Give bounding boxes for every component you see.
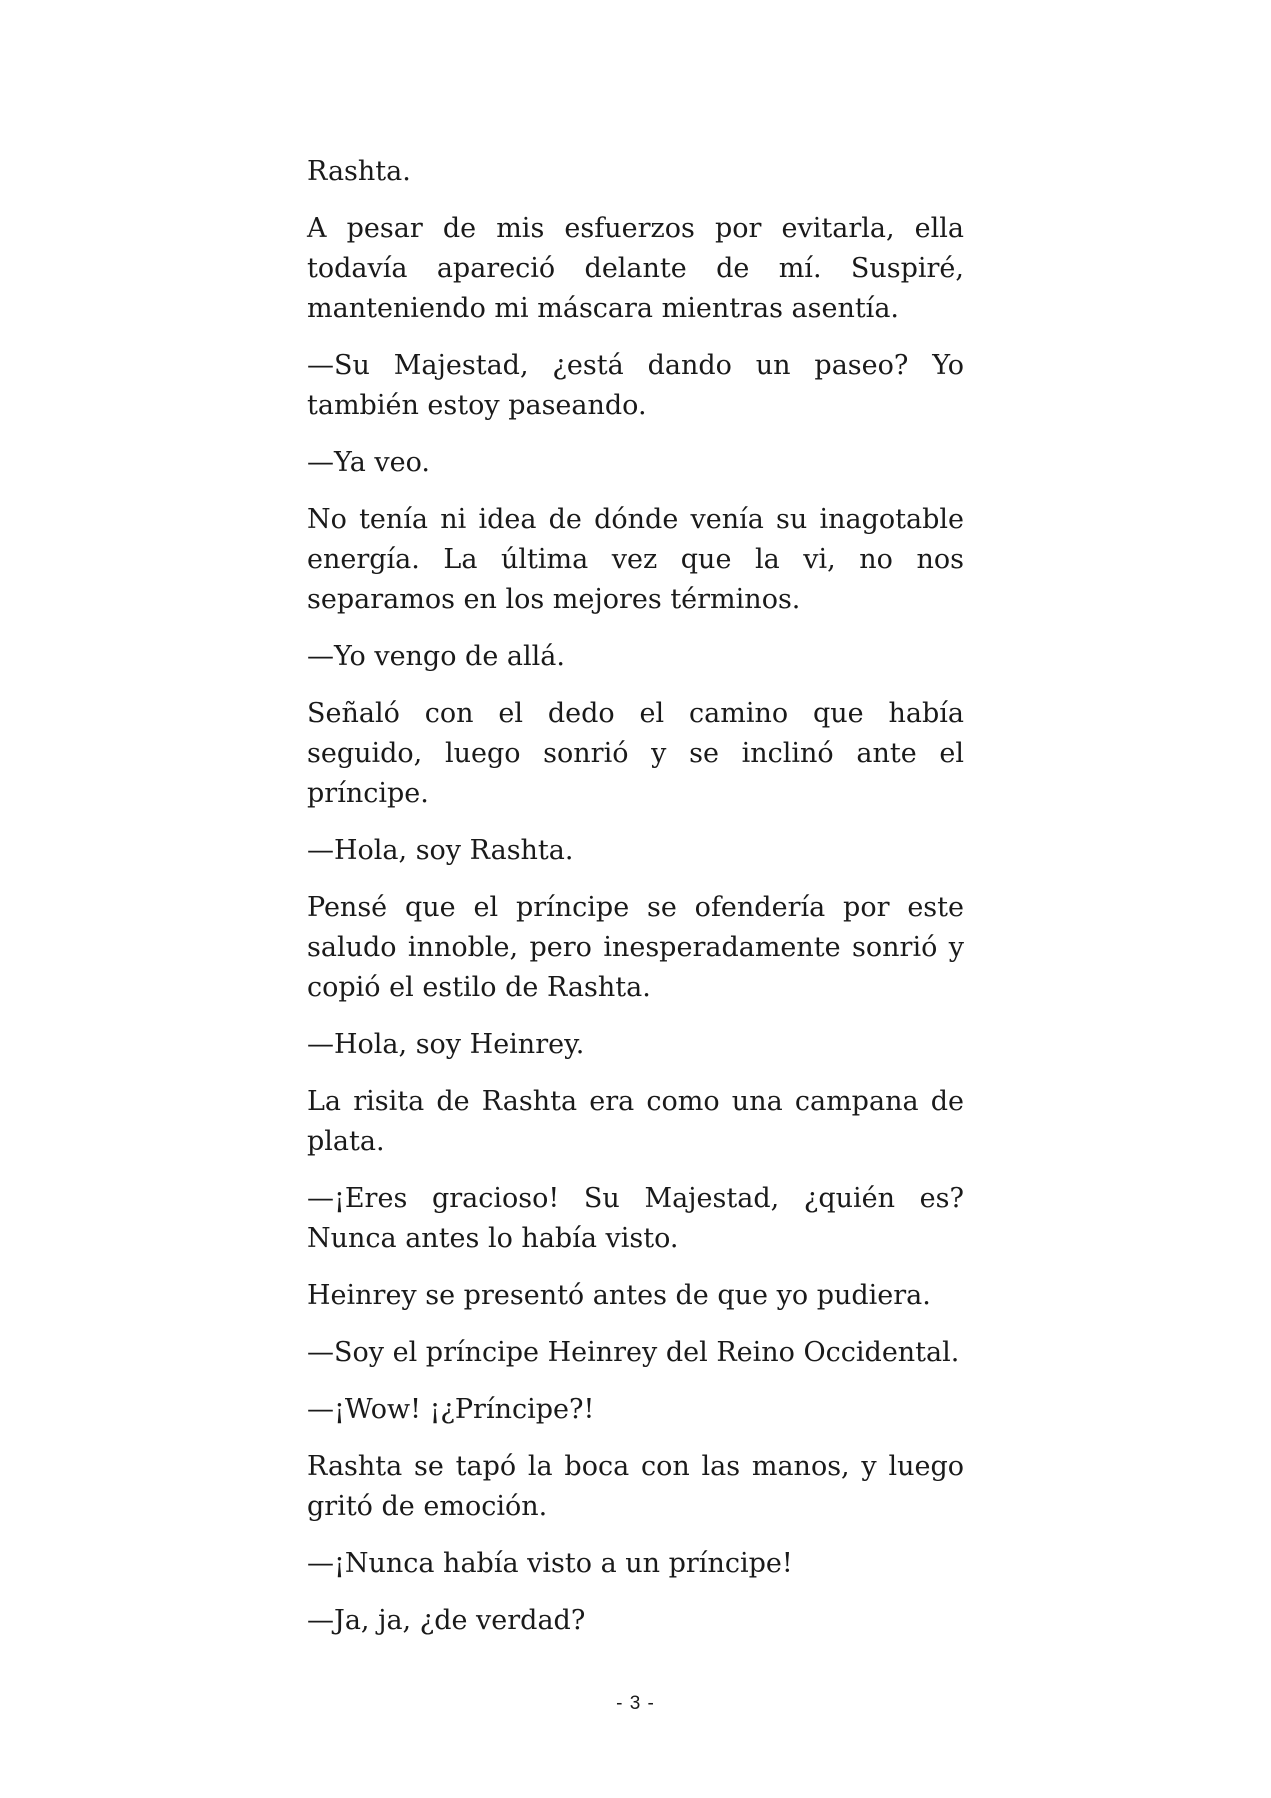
paragraph: A pesar de mis esfuerzos por evitarla, ella todavía apareció delante de mí. Suspiré, manteniendo mi máscara mientras asentía. bbox=[307, 213, 964, 324]
page-number: - 3 - bbox=[616, 1693, 655, 1714]
dialogue-line: —Hola, soy Rashta. bbox=[307, 835, 574, 866]
paragraph: Señaló con el dedo el camino que había seguido, luego sonrió y se inclinó ante el príncipe. bbox=[307, 698, 964, 809]
dialogue-line: —Ya veo. bbox=[307, 447, 431, 478]
dialogue-line: —Soy el príncipe Heinrey del Reino Occidental. bbox=[307, 1337, 960, 1368]
body-text bbox=[307, 152, 964, 1658]
dialogue-line: —Hola, soy Heinrey. bbox=[307, 1029, 585, 1060]
paragraph: Heinrey se presentó antes de que yo pudiera. bbox=[307, 1280, 931, 1311]
paragraph: La risita de Rashta era como una campana de plata. bbox=[307, 1086, 964, 1157]
paragraph: Rashta se tapó la boca con las manos, y luego gritó de emoción. bbox=[307, 1451, 964, 1522]
paragraph: Pensé que el príncipe se ofendería por este saludo innoble, pero inesperadamente sonrió y copió el estilo de Rashta. bbox=[307, 892, 964, 1003]
paragraph: Rashta. bbox=[307, 156, 411, 187]
dialogue-line: —Ja, ja, ¿de verdad? bbox=[307, 1605, 586, 1636]
dialogue-line: —¡Eres gracioso! Su Majestad, ¿quién es? Nunca antes lo había visto. bbox=[307, 1183, 964, 1254]
dialogue-line: —Su Majestad, ¿está dando un paseo? Yo también estoy paseando. bbox=[307, 350, 964, 421]
dialogue-line: —¡Nunca había visto a un príncipe! bbox=[307, 1548, 793, 1579]
paragraph: No tenía ni idea de dónde venía su inagotable energía. La última vez que la vi, no nos separamos en los mejores términos. bbox=[307, 504, 964, 615]
dialogue-line: —Yo vengo de allá. bbox=[307, 641, 565, 672]
dialogue-line: —¡Wow! ¡¿Príncipe?! bbox=[307, 1394, 595, 1425]
